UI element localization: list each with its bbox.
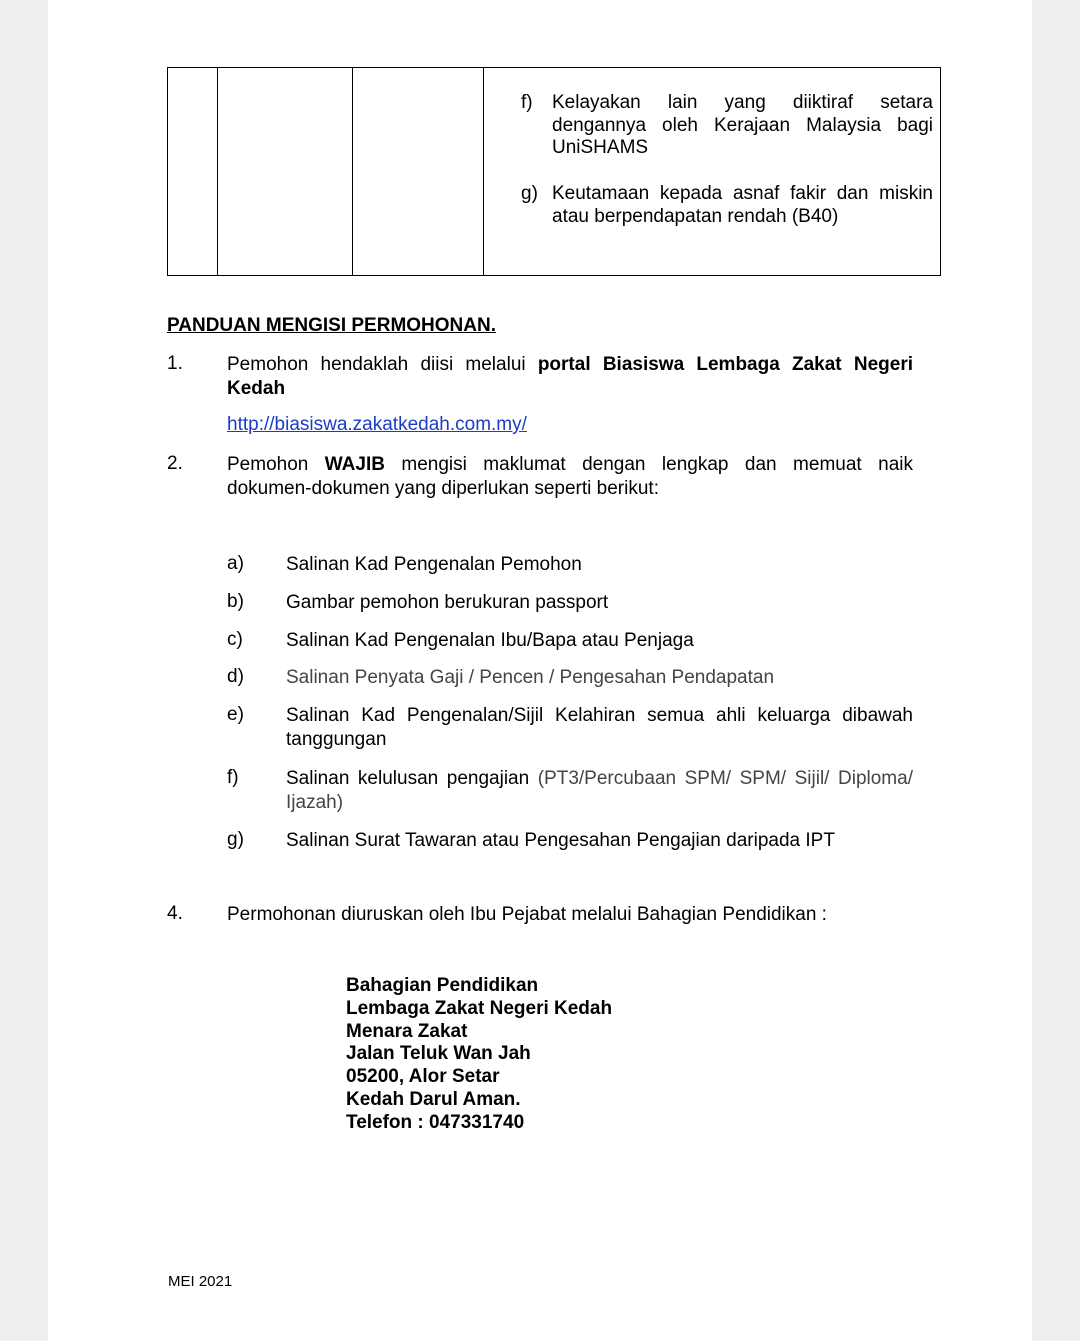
table-item-text: Kelayakan lain yang diiktiraf setara dengannya oleh Kerajaan Malaysia bagi UniSHAMS bbox=[552, 92, 933, 158]
doc-marker: e) bbox=[227, 704, 244, 725]
address-phone: Telefon : 047331740 bbox=[346, 1111, 525, 1133]
doc-item-text-qualifications: (PT3/Percubaan SPM/ SPM/ Sijil/ Diploma/ Ijazah) bbox=[286, 768, 913, 813]
portal-link[interactable]: http://biasiswa.zakatkedah.com.my/ bbox=[227, 414, 527, 435]
address-line: Menara Zakat bbox=[346, 1020, 468, 1042]
table-column-divider bbox=[217, 68, 218, 275]
guide-heading: PANDUAN MENGISI PERMOHONAN. bbox=[167, 315, 496, 336]
doc-item-text: Salinan Kad Pengenalan Pemohon bbox=[286, 554, 582, 575]
doc-item-text: Salinan Surat Tawaran atau Pengesahan Pengajian daripada IPT bbox=[286, 830, 835, 851]
address-line: Jalan Teluk Wan Jah bbox=[346, 1043, 531, 1065]
table-item-f bbox=[521, 92, 933, 160]
doc-marker: d) bbox=[227, 666, 244, 687]
address-line: 05200, Alor Setar bbox=[346, 1066, 500, 1088]
doc-item-text-main: Salinan kelulusan pengajian bbox=[286, 768, 530, 789]
item-4-text: Permohonan diuruskan oleh Ibu Pejabat melalui Bahagian Pendidikan : bbox=[227, 904, 827, 925]
address-line: Kedah Darul Aman. bbox=[346, 1088, 521, 1110]
doc-item-text bbox=[286, 767, 913, 815]
item-1-text bbox=[227, 353, 913, 401]
doc-item-text: Gambar pemohon berukuran passport bbox=[286, 592, 609, 613]
doc-marker: c) bbox=[227, 629, 243, 650]
table-item-marker: f) bbox=[521, 92, 533, 113]
item-2-text-end: mengisi maklumat dengan lengkap dan memuat naik dokumen-dokumen yang diperlukan seperti berikut: bbox=[227, 454, 913, 499]
doc-item-text: Salinan Penyata Gaji / Pencen / Pengesahan Pendapatan bbox=[286, 667, 775, 688]
doc-item-text: Salinan Kad Pengenalan/Sijil Kelahiran semua ahli keluarga dibawah tanggungan bbox=[286, 705, 913, 750]
doc-marker: f) bbox=[227, 767, 239, 788]
item-1-text-plain: Pemohon hendaklah diisi melalui bbox=[227, 354, 538, 375]
doc-marker: a) bbox=[227, 553, 244, 574]
item-number-1: 1. bbox=[167, 353, 183, 374]
table-column-divider bbox=[483, 68, 484, 275]
item-2-emphasis: WAJIB bbox=[324, 454, 385, 475]
item-2-text-start: Pemohon bbox=[227, 454, 325, 475]
table-column-divider bbox=[352, 68, 353, 275]
table-item-g bbox=[521, 183, 933, 228]
address-line: Lembaga Zakat Negeri Kedah bbox=[346, 997, 613, 1019]
item-number-2: 2. bbox=[167, 453, 183, 474]
portal-name: portal Biasiswa Lembaga Zakat Negeri Kedah bbox=[227, 354, 913, 399]
item-2-text bbox=[227, 453, 913, 501]
table-item-marker: g) bbox=[521, 183, 538, 204]
doc-item-text: Salinan Kad Pengenalan Ibu/Bapa atau Penjaga bbox=[286, 630, 694, 651]
doc-marker: b) bbox=[227, 591, 244, 612]
table-item-text: Keutamaan kepada asnaf fakir dan miskin atau berpendapatan rendah (B40) bbox=[552, 183, 933, 227]
item-number-4: 4. bbox=[167, 903, 183, 924]
address-line: Bahagian Pendidikan bbox=[346, 975, 539, 996]
footer-date: MEI 2021 bbox=[168, 1273, 233, 1290]
doc-marker: g) bbox=[227, 829, 244, 850]
address-block bbox=[346, 975, 612, 1135]
